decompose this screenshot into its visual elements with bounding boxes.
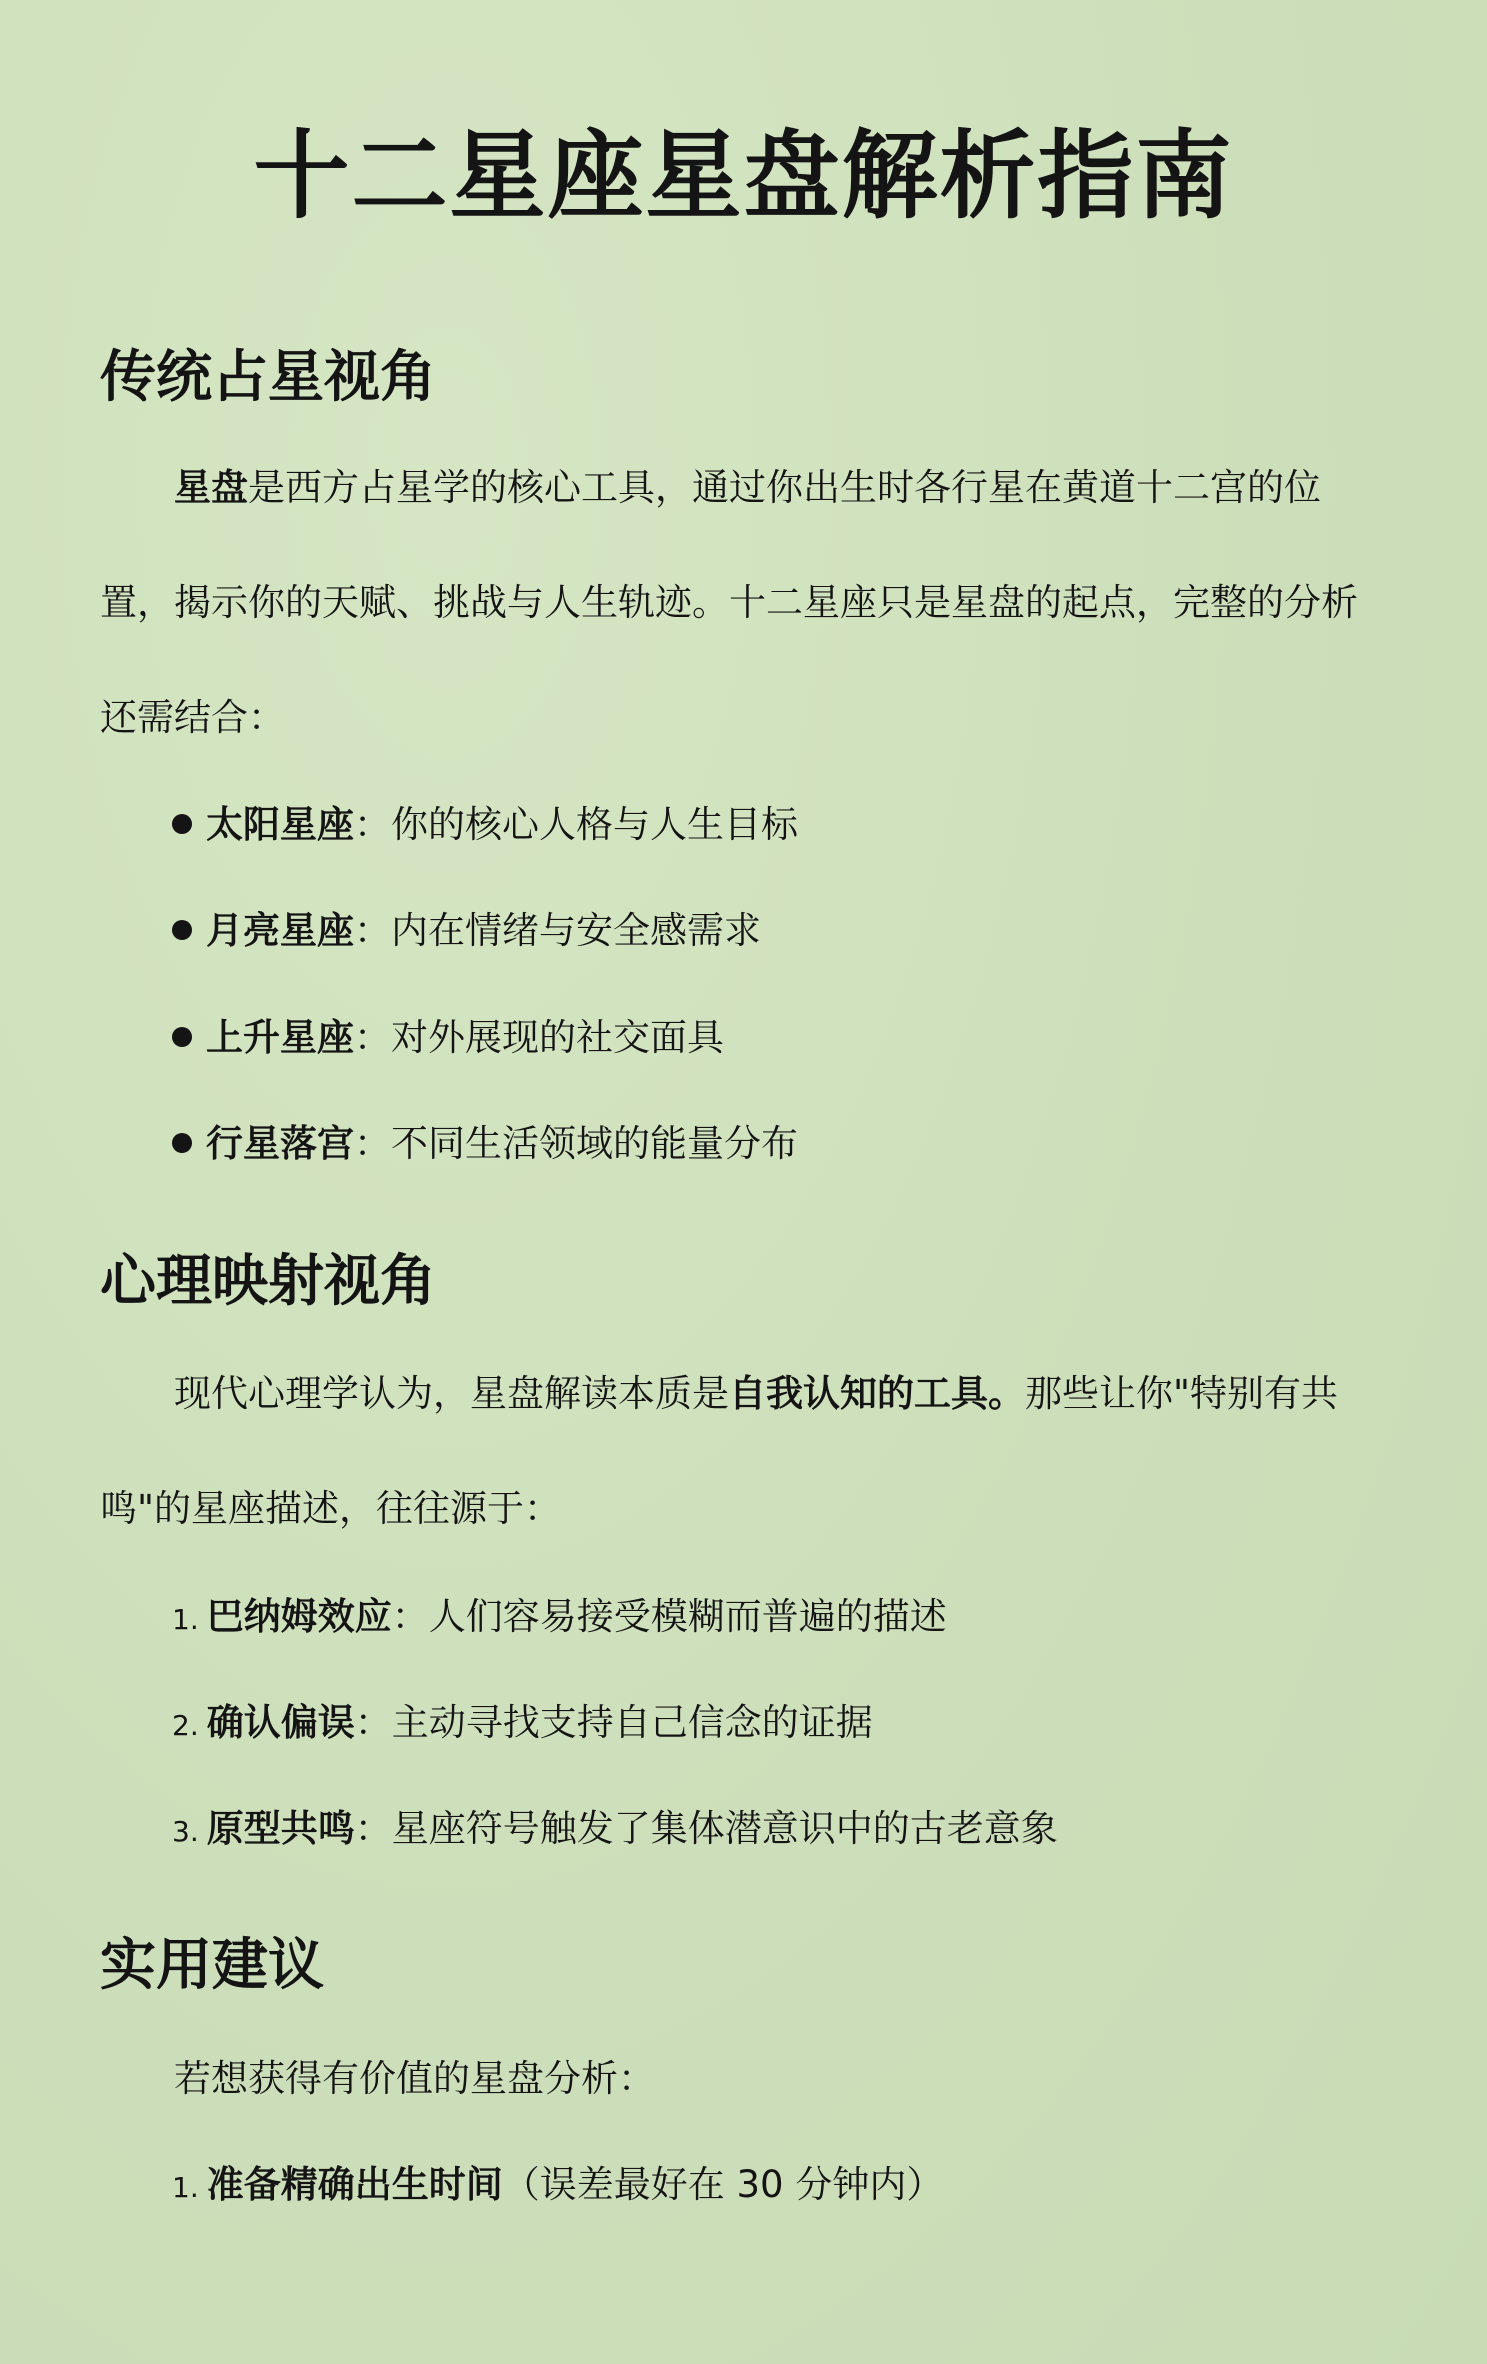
- section-heading-traditional: 传统占星视角: [100, 345, 436, 410]
- list-item-term: 月亮星座: [206, 909, 354, 952]
- bullet-icon: [172, 920, 192, 940]
- paragraph-text: 是西方占星学的核心工具，通过你出生时各行星在黄道十二宫的位置，揭示你的天赋、挑战与人生轨迹。十二星座只是星盘的起点，完整的分析还需结合：: [100, 466, 1358, 739]
- list-item-desc: ：星座符号触发了集体潜意识中的古老意象: [354, 1807, 1058, 1850]
- list-item-term: 太阳星座: [206, 803, 354, 846]
- list-item-number: 1.: [172, 1603, 199, 1636]
- list-item: [172, 909, 761, 952]
- list-item-desc: ：内在情绪与安全感需求: [354, 909, 761, 952]
- list-item-number: 1.: [172, 2171, 199, 2204]
- list-item: [172, 803, 798, 846]
- section-heading-psychological: 心理映射视角: [100, 1249, 436, 1314]
- list-item-number: 2.: [172, 1709, 199, 1742]
- list-item: [172, 1807, 1058, 1850]
- list-item: [172, 1016, 724, 1059]
- list-item-term: 行星落宫: [206, 1122, 354, 1165]
- list-item-term: 原型共鸣: [206, 1807, 355, 1850]
- list-item-desc: ：对外展现的社交面具: [354, 1016, 724, 1059]
- paragraph-text: 那些让你"特别有共鸣"的星座描述，往往源于：: [100, 1372, 1339, 1530]
- list-item-term: 上升星座: [206, 1016, 354, 1059]
- page-title: 十二星座星盘解析指南: [253, 120, 1234, 232]
- list-item-term: 准备精确出生时间: [206, 2163, 503, 2206]
- list-item-term: 巴纳姆效应: [206, 1595, 392, 1638]
- paragraph-text: 若想获得有价值的星盘分析：: [174, 2057, 655, 2100]
- list-item: [172, 2163, 944, 2206]
- bold-term: 星盘: [174, 466, 248, 509]
- bullet-icon: [172, 1133, 192, 1153]
- list-item-number: 3.: [172, 1815, 199, 1848]
- bullet-icon: [172, 814, 192, 834]
- list-item-term: 确认偏误: [206, 1701, 355, 1744]
- list-item: [172, 1122, 798, 1165]
- list-item-desc: ：你的核心人格与人生目标: [354, 803, 798, 846]
- section-heading-practical: 实用建议: [100, 1933, 324, 1998]
- section-paragraph-practical: [100, 2021, 1390, 2136]
- list-item-desc: （误差最好在 30 分钟内）: [502, 2163, 944, 2206]
- list-item: [172, 1701, 873, 1744]
- section-paragraph-psychological: [100, 1336, 1390, 1566]
- bold-term: 自我认知的工具。: [729, 1372, 1025, 1415]
- list-item: [172, 1595, 947, 1638]
- list-item-desc: ：不同生活领域的能量分布: [354, 1122, 798, 1165]
- section-paragraph-traditional: [100, 430, 1390, 775]
- list-item-desc: ：人们容易接受模糊而普遍的描述: [391, 1595, 947, 1638]
- list-item-desc: ：主动寻找支持自己信念的证据: [354, 1701, 873, 1744]
- paragraph-text: 现代心理学认为，星盘解读本质是: [174, 1372, 729, 1415]
- bullet-icon: [172, 1027, 192, 1047]
